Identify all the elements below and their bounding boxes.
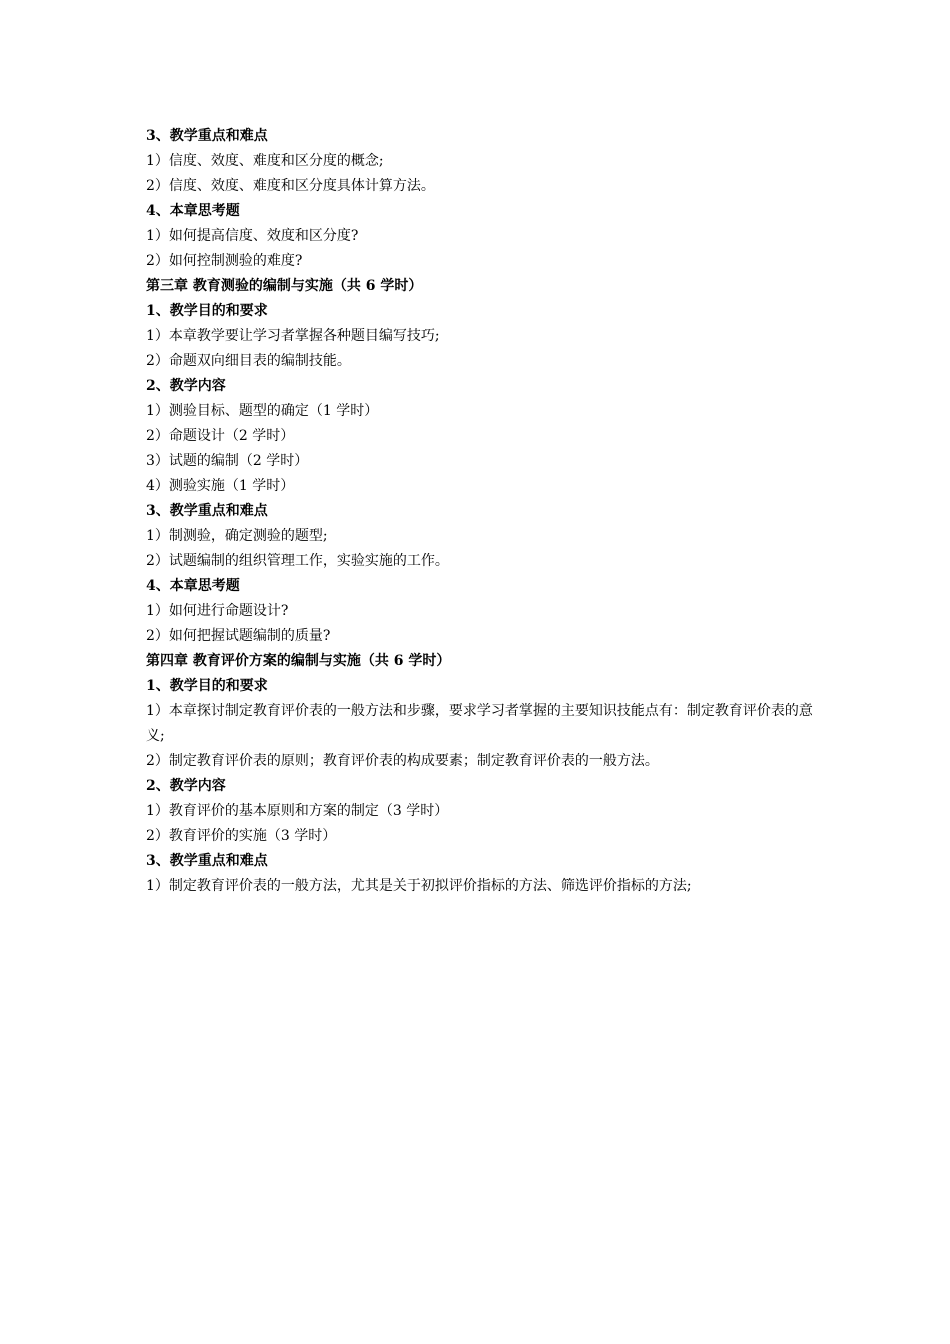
list-item: 2）命题双向细目表的编制技能。 <box>146 353 351 369</box>
section-heading: 1、教学目的和要求 <box>146 678 268 694</box>
list-item: 1）信度、效度、难度和区分度的概念; <box>146 153 384 169</box>
document-body <box>146 124 816 899</box>
section-heading: 2、教学内容 <box>146 778 226 794</box>
list-item: 1）本章教学要让学习者掌握各种题目编写技巧; <box>146 328 440 344</box>
list-item: 3）试题的编制（2 学时） <box>146 453 309 469</box>
list-item: 1）制测验，确定测验的题型; <box>146 528 328 544</box>
list-item: 2）制定教育评价表的原则；教育评价表的构成要素；制定教育评价表的一般方法。 <box>146 753 659 769</box>
list-item: 2）如何控制测验的难度? <box>146 253 303 269</box>
section-heading: 1、教学目的和要求 <box>146 303 268 319</box>
list-item: 2）如何把握试题编制的质量? <box>146 628 331 644</box>
list-item: 1）本章探讨制定教育评价表的一般方法和步骤，要求学习者掌握的主要知识技能点有：制定教育评价表的意义; <box>146 703 813 744</box>
list-item: 4）测验实施（1 学时） <box>146 478 295 494</box>
list-item: 1）教育评价的基本原则和方案的制定（3 学时） <box>146 803 449 819</box>
list-item: 2）教育评价的实施（3 学时） <box>146 828 337 844</box>
section-heading: 3、教学重点和难点 <box>146 503 268 519</box>
section-heading: 2、教学内容 <box>146 378 226 394</box>
list-item: 2）信度、效度、难度和区分度具体计算方法。 <box>146 178 435 194</box>
section-heading: 4、本章思考题 <box>146 203 240 219</box>
chapter-heading: 第三章 教育测验的编制与实施（共 6 学时） <box>146 278 423 294</box>
list-item: 1）测验目标、题型的确定（1 学时） <box>146 403 379 419</box>
section-heading: 3、教学重点和难点 <box>146 128 268 144</box>
list-item: 1）制定教育评价表的一般方法，尤其是关于初拟评价指标的方法、筛选评价指标的方法; <box>146 878 692 894</box>
list-item: 2）命题设计（2 学时） <box>146 428 295 444</box>
chapter-heading: 第四章 教育评价方案的编制与实施（共 6 学时） <box>146 653 451 669</box>
list-item: 1）如何进行命题设计? <box>146 603 289 619</box>
section-heading: 3、教学重点和难点 <box>146 853 268 869</box>
list-item: 2）试题编制的组织管理工作，实验实施的工作。 <box>146 553 449 569</box>
list-item: 1）如何提高信度、效度和区分度? <box>146 228 359 244</box>
section-heading: 4、本章思考题 <box>146 578 240 594</box>
